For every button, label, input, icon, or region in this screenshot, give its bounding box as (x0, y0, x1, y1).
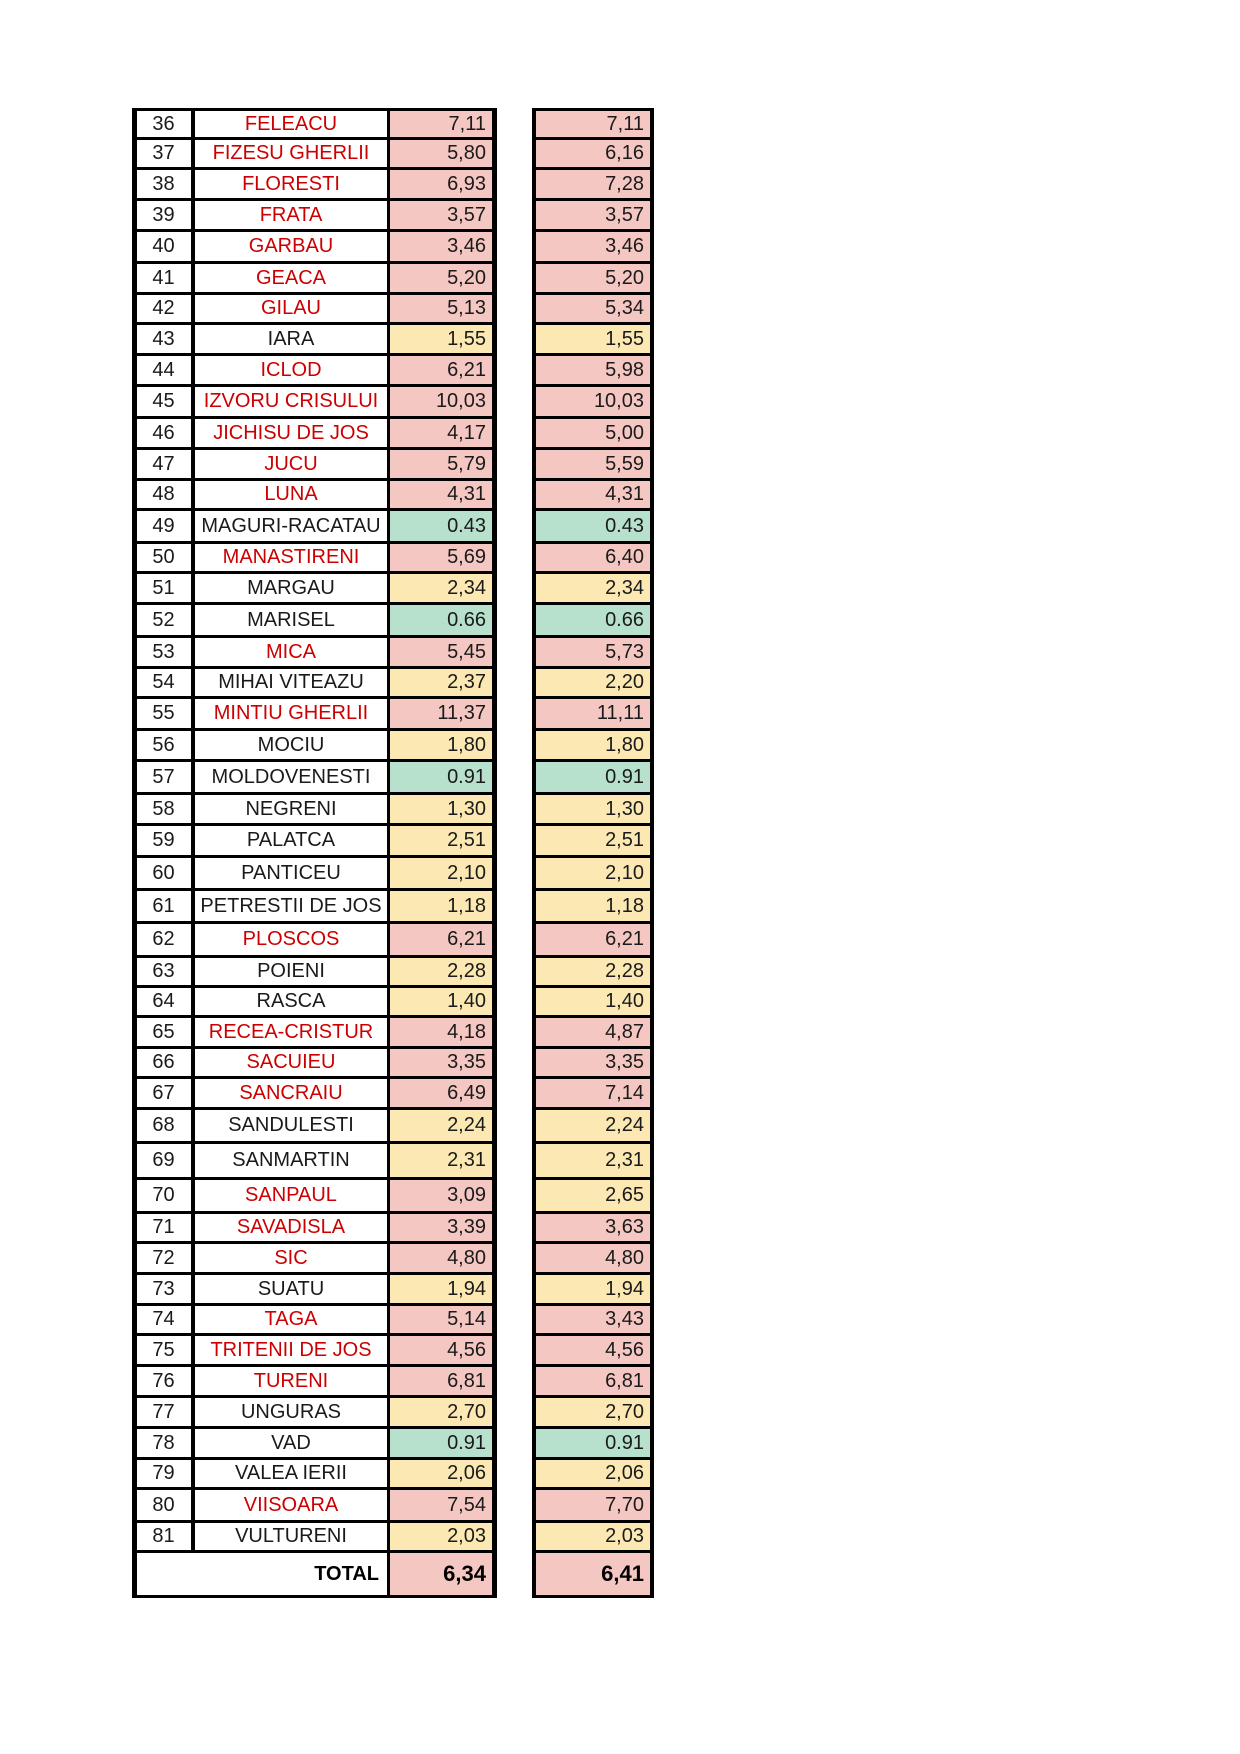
column-divider (191, 108, 195, 1550)
value-col1: 1,18 (390, 891, 492, 921)
table-right-border (650, 108, 654, 1598)
value-col2: 6,81 (535, 1367, 650, 1395)
row-number: 51 (136, 574, 191, 602)
value-col2: 4,56 (535, 1336, 650, 1364)
value-col2: 4,87 (535, 1018, 650, 1046)
municipality-name: VAD (195, 1429, 387, 1457)
row-number: 80 (136, 1490, 191, 1520)
row-divider (532, 1520, 653, 1523)
value-col1: 2,37 (390, 669, 492, 696)
row-number: 75 (136, 1336, 191, 1364)
value-col1: 0.43 (390, 511, 492, 541)
row-divider (132, 322, 495, 325)
value-col1: 2,24 (390, 1110, 492, 1141)
value-col1: 1,30 (390, 795, 492, 823)
municipality-name: SANMARTIN (195, 1144, 387, 1177)
value-col2: 0.91 (535, 762, 650, 792)
row-number: 81 (136, 1523, 191, 1550)
row-divider (532, 888, 653, 891)
row-divider (132, 1426, 495, 1429)
row-divider (532, 759, 653, 762)
value-col1: 1,40 (390, 988, 492, 1015)
municipality-name: UNGURAS (195, 1398, 387, 1426)
row-divider (532, 353, 653, 356)
value-col2: 5,20 (535, 264, 650, 292)
value-col1: 3,46 (390, 232, 492, 261)
value-col1: 6,21 (390, 924, 492, 955)
row-number: 60 (136, 858, 191, 888)
value-col1: 11,37 (390, 699, 492, 728)
row-number: 63 (136, 958, 191, 985)
municipality-name: LUNA (195, 481, 387, 508)
municipality-name: SIC (195, 1244, 387, 1272)
row-divider (532, 508, 653, 511)
municipality-name: MICA (195, 638, 387, 666)
municipality-name: TAGA (195, 1306, 387, 1333)
row-divider (132, 229, 495, 232)
row-divider (532, 1015, 653, 1018)
value-col1: 2,28 (390, 958, 492, 985)
value-col2: 4,80 (535, 1244, 650, 1272)
value-col2: 7,11 (535, 111, 650, 137)
row-divider (132, 541, 495, 544)
row-number: 46 (136, 419, 191, 447)
value-col1: 2,51 (390, 826, 492, 855)
row-number: 57 (136, 762, 191, 792)
value-col1: 7,54 (390, 1490, 492, 1520)
row-number: 39 (136, 201, 191, 229)
municipality-name: IARA (195, 325, 387, 353)
row-divider (132, 666, 495, 669)
municipality-name: TRITENII DE JOS (195, 1336, 387, 1364)
row-divider (532, 792, 653, 795)
municipality-name: RECEA-CRISTUR (195, 1018, 387, 1046)
row-number: 41 (136, 264, 191, 292)
value-col2: 1,40 (535, 988, 650, 1015)
value-col1: 2,03 (390, 1523, 492, 1550)
value-col2: 2,51 (535, 826, 650, 855)
value-col1: 3,35 (390, 1049, 492, 1076)
value-col1: 3,57 (390, 201, 492, 229)
row-divider (132, 478, 495, 481)
municipality-name: RASCA (195, 988, 387, 1015)
column-divider (387, 108, 390, 1595)
row-divider (532, 571, 653, 574)
value-col1: 5,13 (390, 295, 492, 322)
value-col1: 4,17 (390, 419, 492, 447)
row-number: 53 (136, 638, 191, 666)
municipality-name: GARBAU (195, 232, 387, 261)
value-col2: 2,06 (535, 1460, 650, 1487)
row-divider (132, 1395, 495, 1398)
value-col1: 4,18 (390, 1018, 492, 1046)
value-col1: 4,31 (390, 481, 492, 508)
value-col2: 3,46 (535, 232, 650, 261)
row-number: 40 (136, 232, 191, 261)
municipality-name: GILAU (195, 295, 387, 322)
row-number: 70 (136, 1180, 191, 1211)
row-divider (132, 1303, 495, 1306)
table-left-border (532, 108, 536, 1598)
municipality-name: MARISEL (195, 605, 387, 635)
value-col2: 7,70 (535, 1490, 650, 1520)
row-divider (132, 1520, 495, 1523)
municipality-name: GEACA (195, 264, 387, 292)
row-divider (532, 198, 653, 201)
row-divider (532, 261, 653, 264)
municipality-name: ICLOD (195, 356, 387, 384)
municipality-name: MARGAU (195, 574, 387, 602)
row-divider (132, 108, 495, 111)
row-number: 77 (136, 1398, 191, 1426)
value-col1: 2,70 (390, 1398, 492, 1426)
row-divider (132, 416, 495, 419)
value-col2: 1,18 (535, 891, 650, 921)
value-col2: 0.66 (535, 605, 650, 635)
row-divider (532, 696, 653, 699)
value-col1: 5,80 (390, 140, 492, 167)
row-divider (132, 1107, 495, 1110)
municipality-name: NEGRENI (195, 795, 387, 823)
row-number: 47 (136, 450, 191, 478)
municipality-name: FIZESU GHERLII (195, 140, 387, 167)
row-number: 65 (136, 1018, 191, 1046)
value-col2: 1,55 (535, 325, 650, 353)
value-col2: 6,21 (535, 924, 650, 955)
row-number: 78 (136, 1429, 191, 1457)
row-divider (532, 229, 653, 232)
row-number: 36 (136, 111, 191, 137)
value-col1: 7,11 (390, 111, 492, 137)
row-divider (132, 1076, 495, 1079)
row-divider (532, 1076, 653, 1079)
value-col1: 5,69 (390, 544, 492, 571)
municipality-name: POIENI (195, 958, 387, 985)
value-col1: 1,80 (390, 731, 492, 759)
value-col1: 6,81 (390, 1367, 492, 1395)
row-number: 68 (136, 1110, 191, 1141)
row-divider (132, 792, 495, 795)
value-col2: 1,30 (535, 795, 650, 823)
value-col1: 0.91 (390, 762, 492, 792)
row-divider (532, 1211, 653, 1214)
value-col1: 5,14 (390, 1306, 492, 1333)
municipality-name: JICHISU DE JOS (195, 419, 387, 447)
row-number: 62 (136, 924, 191, 955)
municipality-name: TURENI (195, 1367, 387, 1395)
row-divider (532, 1107, 653, 1110)
row-divider (532, 478, 653, 481)
municipality-name: SANDULESTI (195, 1110, 387, 1141)
row-divider (532, 292, 653, 295)
value-col2: 2,34 (535, 574, 650, 602)
row-divider (132, 384, 495, 387)
municipality-name: FELEACU (195, 111, 387, 137)
row-divider (132, 167, 495, 170)
row-divider (532, 108, 653, 111)
value-col1: 10,03 (390, 387, 492, 416)
value-col2: 7,14 (535, 1079, 650, 1107)
value-col2: 3,63 (535, 1214, 650, 1241)
value-col2: 2,03 (535, 1523, 650, 1550)
value-col2: 5,73 (535, 638, 650, 666)
row-divider (132, 985, 495, 988)
row-divider (132, 1015, 495, 1018)
municipality-name: FRATA (195, 201, 387, 229)
row-divider (532, 1457, 653, 1460)
row-divider (132, 508, 495, 511)
row-divider (532, 416, 653, 419)
row-divider (132, 1177, 495, 1180)
total-top-border (132, 1550, 495, 1553)
municipality-name: SANCRAIU (195, 1079, 387, 1107)
row-number: 42 (136, 295, 191, 322)
row-number: 74 (136, 1306, 191, 1333)
row-divider (132, 1364, 495, 1367)
row-divider (132, 602, 495, 605)
row-number: 54 (136, 669, 191, 696)
row-divider (532, 985, 653, 988)
municipality-name: MINTIU GHERLII (195, 699, 387, 728)
value-col2: 0.43 (535, 511, 650, 541)
value-col2: 2,31 (535, 1144, 650, 1177)
value-col1: 2,10 (390, 858, 492, 888)
row-number: 52 (136, 605, 191, 635)
municipality-name: MIHAI VITEAZU (195, 669, 387, 696)
total-value-col2: 6,41 (535, 1553, 650, 1595)
municipality-name: MOLDOVENESTI (195, 762, 387, 792)
row-number: 38 (136, 170, 191, 198)
row-divider (532, 921, 653, 924)
row-divider (532, 1272, 653, 1275)
row-divider (132, 292, 495, 295)
value-col2: 0.91 (535, 1429, 650, 1457)
row-divider (132, 447, 495, 450)
row-number: 76 (136, 1367, 191, 1395)
value-col2: 11,11 (535, 699, 650, 728)
value-col1: 1,55 (390, 325, 492, 353)
value-col1: 5,20 (390, 264, 492, 292)
municipality-name: SUATU (195, 1275, 387, 1303)
value-col1: 4,80 (390, 1244, 492, 1272)
row-divider (532, 167, 653, 170)
row-divider (532, 728, 653, 731)
row-divider (132, 635, 495, 638)
value-col2: 2,24 (535, 1110, 650, 1141)
table-bottom-border (132, 1595, 496, 1598)
row-divider (132, 1272, 495, 1275)
value-col2: 3,35 (535, 1049, 650, 1076)
municipality-name: SAVADISLA (195, 1214, 387, 1241)
municipality-name: MOCIU (195, 731, 387, 759)
row-divider (132, 1457, 495, 1460)
row-divider (132, 198, 495, 201)
municipality-name: PANTICEU (195, 858, 387, 888)
value-col2: 2,70 (535, 1398, 650, 1426)
value-col1: 0.91 (390, 1429, 492, 1457)
row-divider (132, 571, 495, 574)
row-divider (532, 541, 653, 544)
value-col1: 6,49 (390, 1079, 492, 1107)
row-number: 58 (136, 795, 191, 823)
row-divider (532, 823, 653, 826)
value-col1: 4,56 (390, 1336, 492, 1364)
municipality-name: PALATCA (195, 826, 387, 855)
value-col1: 6,21 (390, 356, 492, 384)
table-bottom-border (532, 1595, 654, 1598)
row-number: 59 (136, 826, 191, 855)
row-divider (132, 1333, 495, 1336)
value-col1: 0.66 (390, 605, 492, 635)
row-divider (132, 137, 495, 140)
value-col1: 2,06 (390, 1460, 492, 1487)
municipality-name: FLORESTI (195, 170, 387, 198)
row-number: 79 (136, 1460, 191, 1487)
row-number: 67 (136, 1079, 191, 1107)
row-divider (132, 353, 495, 356)
table-right-border (492, 108, 497, 1598)
row-divider (532, 855, 653, 858)
row-divider (532, 1487, 653, 1490)
row-divider (532, 137, 653, 140)
row-divider (532, 447, 653, 450)
row-divider (532, 1177, 653, 1180)
value-col2: 6,40 (535, 544, 650, 571)
total-value-col1: 6,34 (390, 1553, 492, 1595)
value-col2: 2,28 (535, 958, 650, 985)
value-col2: 6,16 (535, 140, 650, 167)
row-number: 49 (136, 511, 191, 541)
row-divider (532, 384, 653, 387)
table-left-border (132, 108, 137, 1598)
row-divider (532, 1364, 653, 1367)
row-divider (132, 955, 495, 958)
row-divider (132, 696, 495, 699)
row-divider (132, 261, 495, 264)
row-number: 69 (136, 1144, 191, 1177)
municipality-name: IZVORU CRISULUI (195, 387, 387, 416)
municipality-name: PETRESTII DE JOS (195, 891, 387, 921)
value-col2: 1,80 (535, 731, 650, 759)
value-col2: 5,00 (535, 419, 650, 447)
row-number: 45 (136, 387, 191, 416)
row-divider (532, 1426, 653, 1429)
value-col1: 1,94 (390, 1275, 492, 1303)
value-col2: 1,94 (535, 1275, 650, 1303)
row-divider (532, 1046, 653, 1049)
row-divider (132, 1241, 495, 1244)
row-divider (132, 759, 495, 762)
value-col1: 5,79 (390, 450, 492, 478)
row-divider (532, 1333, 653, 1336)
row-divider (532, 322, 653, 325)
row-divider (132, 823, 495, 826)
row-number: 61 (136, 891, 191, 921)
row-number: 64 (136, 988, 191, 1015)
municipality-name: MANASTIRENI (195, 544, 387, 571)
value-col2: 4,31 (535, 481, 650, 508)
municipality-name: VALEA IERII (195, 1460, 387, 1487)
row-divider (532, 1141, 653, 1144)
value-col1: 3,39 (390, 1214, 492, 1241)
value-col2: 2,10 (535, 858, 650, 888)
value-col1: 6,93 (390, 170, 492, 198)
value-col2: 3,57 (535, 201, 650, 229)
row-divider (532, 602, 653, 605)
municipality-name: PLOSCOS (195, 924, 387, 955)
row-number: 72 (136, 1244, 191, 1272)
row-number: 43 (136, 325, 191, 353)
row-number: 37 (136, 140, 191, 167)
value-col2: 2,20 (535, 669, 650, 696)
value-col2: 2,65 (535, 1180, 650, 1211)
row-number: 73 (136, 1275, 191, 1303)
value-col1: 3,09 (390, 1180, 492, 1211)
row-divider (132, 1487, 495, 1490)
row-divider (132, 888, 495, 891)
total-label: TOTAL (136, 1553, 387, 1595)
value-col1: 5,45 (390, 638, 492, 666)
row-divider (132, 855, 495, 858)
row-divider (132, 1141, 495, 1144)
total-top-border (532, 1550, 653, 1553)
row-divider (132, 1046, 495, 1049)
value-col2: 5,98 (535, 356, 650, 384)
municipality-name: SANPAUL (195, 1180, 387, 1211)
row-divider (132, 921, 495, 924)
row-divider (532, 955, 653, 958)
municipality-name: JUCU (195, 450, 387, 478)
row-divider (532, 1303, 653, 1306)
value-col1: 2,34 (390, 574, 492, 602)
municipality-name: SACUIEU (195, 1049, 387, 1076)
value-col2: 10,03 (535, 387, 650, 416)
value-col1: 2,31 (390, 1144, 492, 1177)
row-divider (532, 635, 653, 638)
municipality-name: VULTURENI (195, 1523, 387, 1550)
row-number: 48 (136, 481, 191, 508)
row-number: 66 (136, 1049, 191, 1076)
row-number: 50 (136, 544, 191, 571)
value-col2: 5,34 (535, 295, 650, 322)
municipality-name: MAGURI-RACATAU (195, 511, 387, 541)
row-number: 55 (136, 699, 191, 728)
row-divider (132, 728, 495, 731)
row-number: 56 (136, 731, 191, 759)
row-divider (532, 666, 653, 669)
value-col2: 5,59 (535, 450, 650, 478)
row-number: 44 (136, 356, 191, 384)
value-col2: 7,28 (535, 170, 650, 198)
municipality-name: VIISOARA (195, 1490, 387, 1520)
row-divider (132, 1211, 495, 1214)
value-col2: 3,43 (535, 1306, 650, 1333)
row-divider (532, 1395, 653, 1398)
row-number: 71 (136, 1214, 191, 1241)
row-divider (532, 1241, 653, 1244)
